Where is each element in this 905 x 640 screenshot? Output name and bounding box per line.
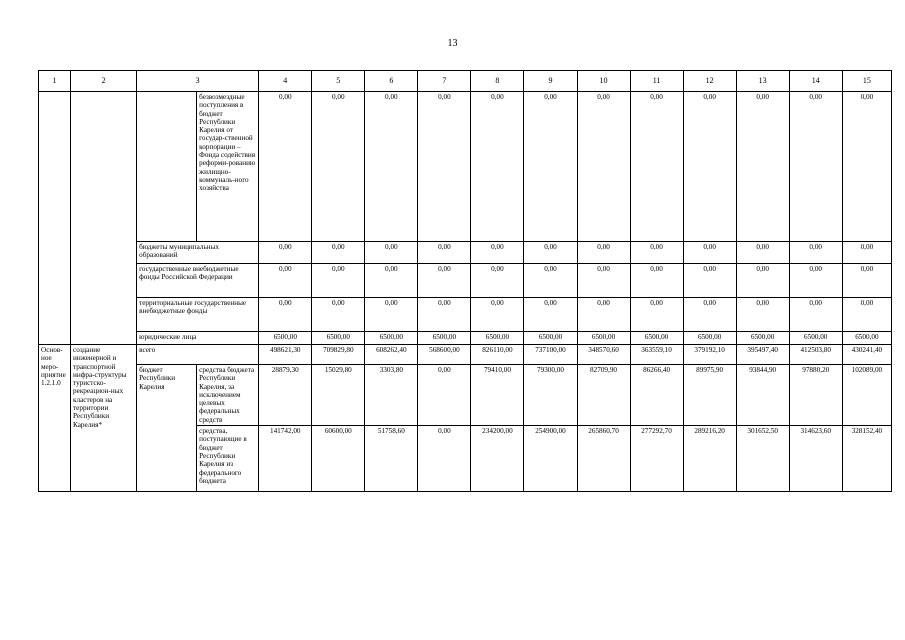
value-cell: 6500,00 xyxy=(524,332,577,345)
table-row xyxy=(39,345,892,365)
value-cell: 234200,00 xyxy=(471,426,524,492)
value-cell: 93844,90 xyxy=(736,365,789,426)
value-cell: 0,00 xyxy=(471,92,524,242)
row-label: безвозмездные поступления в бюджет Республики Карелия от государ-ственной корпорации – Фонда содействия реформи-рованию жилищно-коммуналь-ного хозяйства xyxy=(197,92,259,242)
row-label: всего xyxy=(137,345,259,365)
header-cell: 8 xyxy=(471,71,524,92)
value-cell: 0,00 xyxy=(789,298,842,332)
value-cell: 6500,00 xyxy=(259,332,312,345)
value-cell: 0,00 xyxy=(683,92,736,242)
value-cell: 51758,60 xyxy=(365,426,418,492)
value-cell: 265860,70 xyxy=(577,426,630,492)
budget-table xyxy=(38,70,892,492)
header-cell: 6 xyxy=(365,71,418,92)
header-cell: 4 xyxy=(259,71,312,92)
value-cell: 3303,80 xyxy=(365,365,418,426)
header-row xyxy=(39,71,892,92)
value-cell: 0,00 xyxy=(577,298,630,332)
value-cell: 0,00 xyxy=(524,264,577,298)
value-cell: 6500,00 xyxy=(842,332,891,345)
value-cell: 0,00 xyxy=(312,92,365,242)
value-cell: 430241,40 xyxy=(842,345,891,365)
value-cell: 60600,00 xyxy=(312,426,365,492)
value-cell: 6500,00 xyxy=(312,332,365,345)
value-cell: 0,00 xyxy=(630,242,683,264)
value-cell: 709829,80 xyxy=(312,345,365,365)
header-cell: 13 xyxy=(736,71,789,92)
value-cell: 0,00 xyxy=(842,264,891,298)
value-cell: 82709,90 xyxy=(577,365,630,426)
value-cell: 0,00 xyxy=(471,298,524,332)
header-cell: 5 xyxy=(312,71,365,92)
value-cell: 0,00 xyxy=(577,92,630,242)
value-cell: 0,00 xyxy=(524,92,577,242)
value-cell: 0,00 xyxy=(365,242,418,264)
value-cell: 86266,40 xyxy=(630,365,683,426)
value-cell: 289216,20 xyxy=(683,426,736,492)
value-cell: 608262,40 xyxy=(365,345,418,365)
value-cell: 0,00 xyxy=(524,242,577,264)
activity-code: Основ-ное меро-приятие 1.2.1.0 xyxy=(39,345,71,492)
value-cell: 0,00 xyxy=(630,264,683,298)
value-cell: 97880,20 xyxy=(789,365,842,426)
value-cell: 498621,30 xyxy=(259,345,312,365)
value-cell: 0,00 xyxy=(683,242,736,264)
value-cell: 412503,80 xyxy=(789,345,842,365)
value-cell: 0,00 xyxy=(471,242,524,264)
funding-group: бюджет Республики Карелия xyxy=(137,365,197,492)
value-cell: 0,00 xyxy=(259,242,312,264)
value-cell: 0,00 xyxy=(312,242,365,264)
value-cell: 0,00 xyxy=(418,92,471,242)
value-cell: 0,00 xyxy=(259,298,312,332)
row-label: государственные внебюджетные фонды Российской Федерации xyxy=(137,264,259,298)
value-cell: 6500,00 xyxy=(630,332,683,345)
row-label: территориальные государственные внебюджетные фонды xyxy=(137,298,259,332)
value-cell: 0,00 xyxy=(736,92,789,242)
empty-cell xyxy=(137,92,197,242)
header-cell: 15 xyxy=(842,71,891,92)
value-cell: 6500,00 xyxy=(471,332,524,345)
value-cell: 0,00 xyxy=(842,298,891,332)
page-number: 13 xyxy=(447,38,458,49)
value-cell: 0,00 xyxy=(842,242,891,264)
value-cell: 0,00 xyxy=(683,264,736,298)
value-cell: 141742,00 xyxy=(259,426,312,492)
value-cell: 0,00 xyxy=(259,264,312,298)
value-cell: 0,00 xyxy=(524,298,577,332)
table-row xyxy=(39,264,892,298)
value-cell: 0,00 xyxy=(471,264,524,298)
value-cell: 6500,00 xyxy=(418,332,471,345)
row-label: бюджеты муниципальных образований xyxy=(137,242,259,264)
value-cell: 15029,80 xyxy=(312,365,365,426)
header-cell: 7 xyxy=(418,71,471,92)
value-cell: 348570,60 xyxy=(577,345,630,365)
table-row xyxy=(39,365,892,426)
header-cell: 1 xyxy=(39,71,71,92)
value-cell: 0,00 xyxy=(789,264,842,298)
value-cell: 0,00 xyxy=(365,298,418,332)
value-cell: 0,00 xyxy=(418,242,471,264)
header-cell: 2 xyxy=(71,71,137,92)
empty-cell xyxy=(39,92,71,345)
value-cell: 0,00 xyxy=(577,264,630,298)
value-cell: 0,00 xyxy=(736,264,789,298)
empty-cell xyxy=(71,92,137,345)
row-label: юридические лица xyxy=(137,332,259,345)
value-cell: 0,00 xyxy=(418,365,471,426)
value-cell: 6500,00 xyxy=(577,332,630,345)
header-cell: 9 xyxy=(524,71,577,92)
value-cell: 6500,00 xyxy=(736,332,789,345)
value-cell: 826110,00 xyxy=(471,345,524,365)
value-cell: 0,00 xyxy=(418,264,471,298)
value-cell: 379192,10 xyxy=(683,345,736,365)
value-cell: 6500,00 xyxy=(789,332,842,345)
value-cell: 102089,00 xyxy=(842,365,891,426)
value-cell: 0,00 xyxy=(312,298,365,332)
row-label: средства, поступающие в бюджет Республики Карелия из федерального бюджета xyxy=(197,426,259,492)
value-cell: 314623,60 xyxy=(789,426,842,492)
value-cell: 0,00 xyxy=(789,242,842,264)
value-cell: 89975,90 xyxy=(683,365,736,426)
table-row xyxy=(39,242,892,264)
value-cell: 395497,40 xyxy=(736,345,789,365)
header-cell: 12 xyxy=(683,71,736,92)
value-cell: 0,00 xyxy=(630,92,683,242)
value-cell: 277292,70 xyxy=(630,426,683,492)
table-row xyxy=(39,92,892,242)
header-cell: 11 xyxy=(630,71,683,92)
value-cell: 0,00 xyxy=(736,298,789,332)
header-cell: 10 xyxy=(577,71,630,92)
value-cell: 568600,00 xyxy=(418,345,471,365)
value-cell: 0,00 xyxy=(418,426,471,492)
table-row xyxy=(39,332,892,345)
value-cell: 79410,00 xyxy=(471,365,524,426)
activity-name: создание инженерной и транспортной инфра-структуры туристско-рекреацион-ных кластеров на территории Республики Карелия* xyxy=(71,345,137,492)
header-cell: 14 xyxy=(789,71,842,92)
row-label: средства бюджета Республики Карелия, за исключением целевых федеральных средств xyxy=(197,365,259,426)
value-cell: 301652,50 xyxy=(736,426,789,492)
value-cell: 79300,00 xyxy=(524,365,577,426)
value-cell: 0,00 xyxy=(789,92,842,242)
value-cell: 0,00 xyxy=(365,264,418,298)
value-cell: 0,00 xyxy=(577,242,630,264)
value-cell: 28879,30 xyxy=(259,365,312,426)
value-cell: 6500,00 xyxy=(365,332,418,345)
value-cell: 0,00 xyxy=(683,298,736,332)
value-cell: 0,00 xyxy=(259,92,312,242)
value-cell: 0,00 xyxy=(842,92,891,242)
value-cell: 0,00 xyxy=(736,242,789,264)
header-cell: 3 xyxy=(137,71,259,92)
value-cell: 0,00 xyxy=(365,92,418,242)
value-cell: 0,00 xyxy=(312,264,365,298)
value-cell: 6500,00 xyxy=(683,332,736,345)
value-cell: 737100,00 xyxy=(524,345,577,365)
value-cell: 254900,00 xyxy=(524,426,577,492)
value-cell: 0,00 xyxy=(630,298,683,332)
value-cell: 328152,40 xyxy=(842,426,891,492)
value-cell: 0,00 xyxy=(418,298,471,332)
value-cell: 363559,10 xyxy=(630,345,683,365)
table-row xyxy=(39,298,892,332)
